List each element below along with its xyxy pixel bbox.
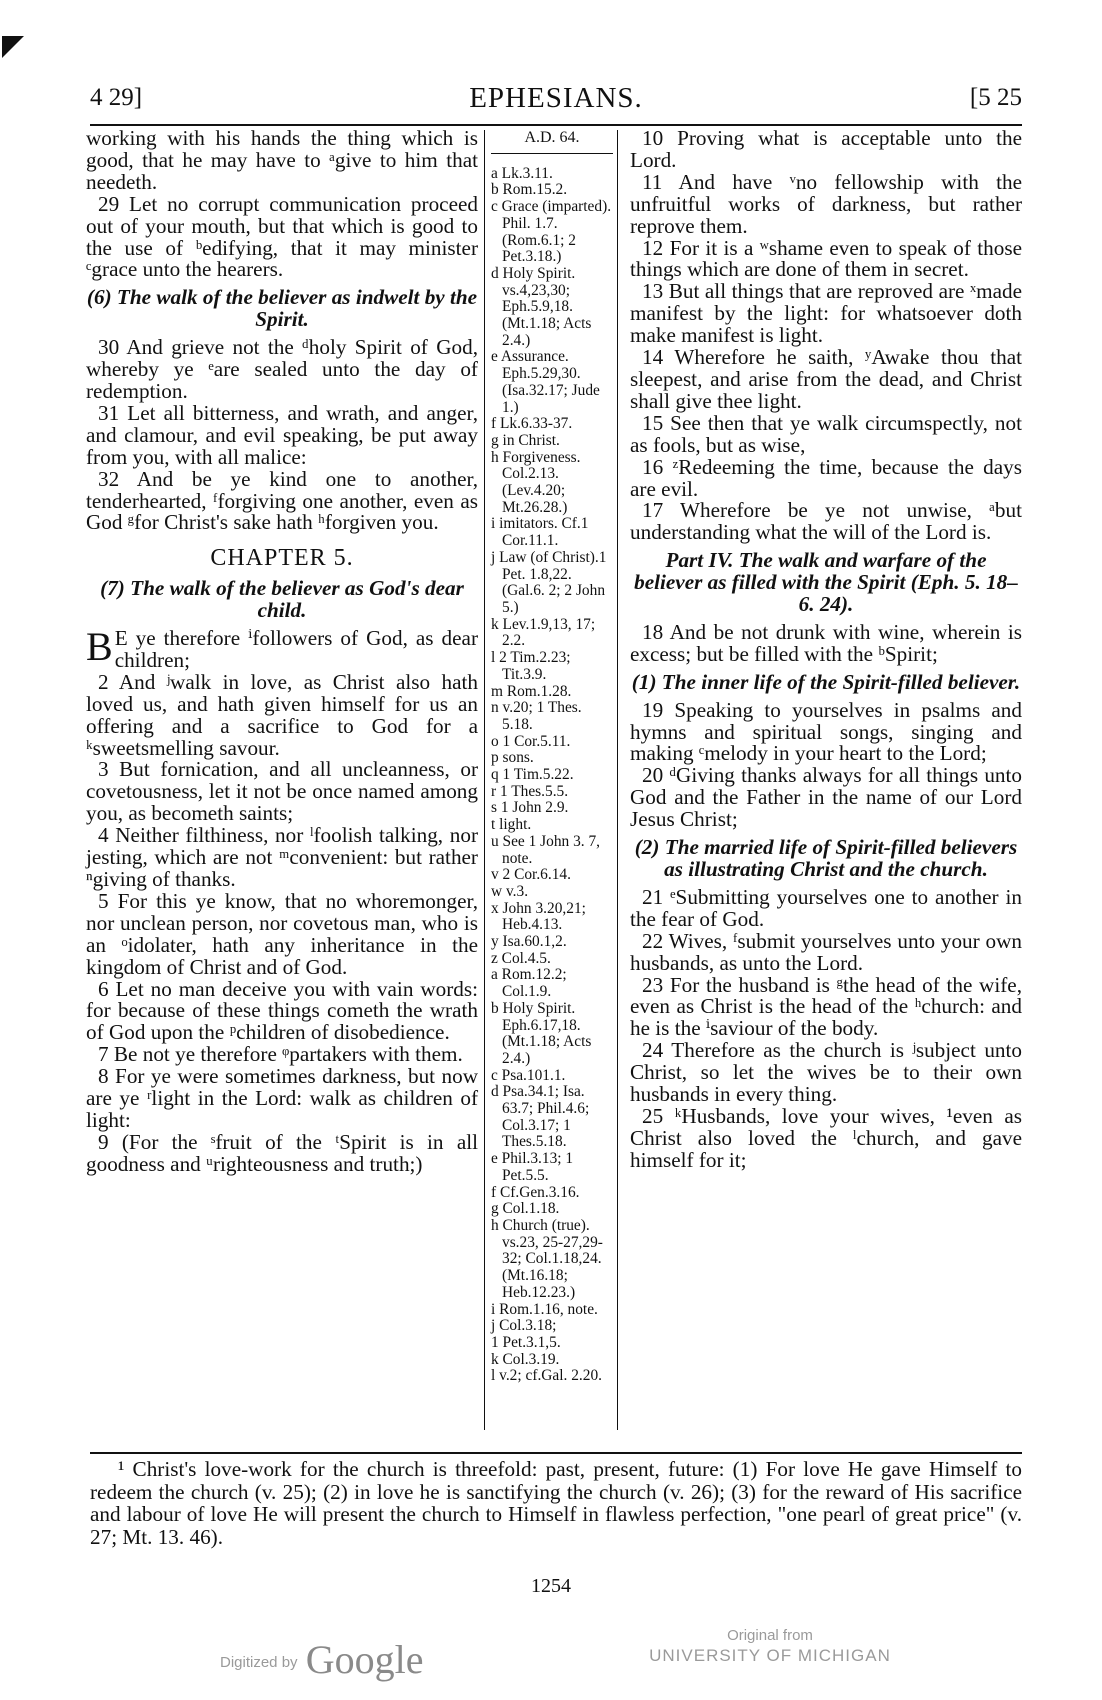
cross-reference: j Law (of Christ).1 Pet. 1.8,22. (Gal.6. 2; 2 John 5.) — [491, 548, 607, 616]
verse-paragraph: 18 And be not drunk with wine, wherein is excess; but be filled with the ᵇSpirit; — [630, 619, 1022, 666]
footnote-text: ¹ Christ's love-work for the church is threefold: past, present, future: (1) For love He gave Himself to redeem the church (v. 25); (2) in love he is sanctifying the church (v. 26); (3) for the reward of His sacrifice and labour of love He will present the church to Himself in flawless perfection, "one pearl of great price" (v. 27; Mt. 13. 46). — [90, 1457, 1022, 1549]
verse-paragraph — [86, 624, 478, 672]
cross-reference: s 1 John 2.9. — [491, 799, 569, 817]
verse-paragraph: 10 Proving what is acceptable unto the Lord. — [630, 126, 1022, 172]
cross-reference: p sons. — [491, 749, 534, 767]
chapter-heading: CHAPTER 5. — [210, 545, 354, 572]
cross-reference: d Holy Spirit. vs.4,23,30; Eph.5.9,18. (Mt.1.18; Acts 2.4.) — [491, 264, 592, 349]
verse-paragraph: 12 For it is a ʷshame even to speak of those things which are done of them in secret. — [630, 235, 1022, 282]
book-title: EPHESIANS. — [469, 82, 643, 114]
page-number: 1254 — [531, 1575, 571, 1597]
verse-paragraph: 14 Wherefore he saith, ʸAwake thou that sleepest, and arise from the dead, and Christ shall give thee light. — [630, 345, 1022, 413]
cross-reference: r 1 Thes.5.5. — [491, 782, 569, 800]
verse-paragraph: 24 Therefore as the church is ʲsubject unto Christ, so let the wives be to their own husbands in every thing. — [630, 1038, 1022, 1107]
cross-reference: l 2 Tim.2.23; Tit.3.9. — [491, 649, 571, 683]
cross-reference: q 1 Tim.5.22. — [491, 766, 574, 784]
section-heading: (6) The walk of the believer as indwelt by the Spirit. — [86, 285, 478, 332]
cross-reference: e Assurance. Eph.5.29,30. (Isa.32.17; Jude 1.) — [491, 348, 600, 416]
verse-paragraph: 30 And grieve not the ᵈholy Spirit of God, whereby ye ᵉare sealed unto the day of redemption. — [86, 335, 478, 403]
cross-reference: x John 3.20,21; Heb.4.13. — [491, 899, 586, 934]
cross-reference: c Grace (imparted). Phil. 1.7. (Rom.6.1; 2 Pet.3.18.) — [491, 198, 612, 266]
cross-reference: d Psa.34.1; Isa. 63.7; Phil.4.6; Col.3.17; 1 Thes.5.18. — [491, 1083, 590, 1151]
verse-paragraph: 8 For ye were sometimes darkness, but now are ye ʳlight in the Lord: walk as children of light: — [86, 1064, 478, 1132]
verse-paragraph: 19 Speaking to yourselves in psalms and hymns and spiritual songs, singing and making ᶜmelody in your heart to the Lord; — [630, 697, 1022, 766]
cross-reference: u See 1 John 3. 7, note. — [491, 832, 601, 867]
cross-reference: z Col.4.5. — [491, 949, 551, 967]
verse-paragraph: 31 Let all bitterness, and wrath, and anger, and clamour, and evil speaking, be put away from you, with all malice: — [86, 400, 478, 469]
left-text-column — [86, 128, 478, 1176]
cross-reference: y Isa.60.1,2. — [491, 933, 567, 951]
verse-paragraph: 20 ᵈGiving thanks always for all things unto God and the Father in the name of our Lord Jesus Christ; — [630, 763, 1022, 832]
cross-reference: j Col.3.18; — [491, 1317, 557, 1335]
google-logo: Google — [305, 1637, 424, 1682]
reference-list — [491, 166, 613, 1385]
verse-paragraph: 3 But fornication, and all uncleanness, or covetousness, let it not be once named among you, as becometh saints; — [86, 757, 478, 826]
right-text-column — [630, 128, 1022, 1172]
section-heading: Part IV. The walk and warfare of the believer as filled with the Spirit (Eph. 5. 18–6. 24). — [634, 548, 1018, 617]
header-chapter-verse-end: [5 25 — [969, 84, 1022, 111]
digitized-by-label: Digitized by — [220, 1654, 298, 1671]
cross-reference: k Col.3.19. — [491, 1350, 560, 1368]
cross-reference: v 2 Cor.6.14. — [491, 866, 571, 884]
header-chapter-verse-start: 4 29] — [90, 84, 143, 111]
verse-paragraph: 32 And be ye kind one to another, tenderhearted, ᶠforgiving one another, even as God ᵍfor Christ's sake hath ʰforgiven you. — [86, 466, 478, 535]
verse-paragraph: 13 But all things that are reproved are ˣmade manifest by the light: for whatsoever doth make manifest is light. — [630, 279, 1022, 348]
cross-reference: a Rom.12.2; Col.1.9. — [491, 966, 567, 1001]
verse-paragraph: 22 Wives, ᶠsubmit yourselves unto your own husbands, as unto the Lord. — [630, 928, 1022, 975]
verse-paragraph: 23 For the husband is ᵍthe head of the wife, even as Christ is the head of the ʰchurch: and he is the ⁱsaviour of the body. — [630, 972, 1022, 1041]
cross-reference: w v.3. — [491, 882, 529, 900]
cross-reference: h Forgiveness. Col.2.13. (Lev.4.20; Mt.26.28.) — [491, 448, 581, 516]
verse-text: E ye therefore ⁱfollowers of God, as dear children; — [114, 626, 478, 672]
verse-paragraph: 29 Let no corrupt communication proceed out of your mouth, but that which is good to the use of ᵇedifying, that it may minister ᶜgrace unto the hearers. — [86, 191, 478, 282]
verse-paragraph: 15 See then that ye walk circumspectly, not as fools, but as wise, — [630, 410, 1022, 457]
running-head — [90, 80, 1022, 120]
cross-reference: g Col.1.18. — [491, 1200, 560, 1218]
cross-reference: f Lk.6.33-37. — [491, 415, 573, 433]
cross-reference: g in Christ. — [491, 431, 560, 449]
cross-reference: k Lev.1.9,13, 17; 2.2. — [491, 615, 596, 650]
verse-paragraph: 6 Let no man deceive you with vain words: for because of these things cometh the wrath of God upon the ᵖchildren of disobedience. — [86, 976, 478, 1045]
section-heading: (1) The inner life of the Spirit-filled believer. — [631, 669, 1021, 694]
drop-cap: B — [86, 624, 113, 670]
cross-reference: c Psa.101.1. — [491, 1066, 566, 1084]
digitized-by-watermark — [220, 1636, 423, 1683]
footnote — [90, 1458, 1022, 1548]
era-label: A.D. 64. — [491, 130, 613, 154]
cross-reference: h Church (true). vs.23, 25-27,29-32; Col.1.18,24. (Mt.16.18; Heb.12.23.) — [491, 1217, 603, 1301]
cross-reference: i imitators. Cf.1 Cor.11.1. — [491, 515, 589, 550]
institution-name: UNIVERSITY OF MICHIGAN — [649, 1646, 891, 1665]
verse-paragraph: 7 Be not ye therefore ᵠpartakers with them. — [98, 1042, 463, 1067]
cross-reference: b Holy Spirit. Eph.6.17,18. (Mt.1.18; Acts 2.4.) — [491, 999, 592, 1067]
cross-reference: m Rom.1.28. — [491, 682, 572, 700]
original-from-watermark — [640, 1626, 900, 1666]
cross-reference: f Cf.Gen.3.16. — [491, 1183, 580, 1201]
cross-reference: a Lk.3.11. — [491, 164, 553, 182]
verse-paragraph: 16 ᶻRedeeming the time, because the days are evil. — [630, 454, 1022, 501]
cross-reference: e Phil.3.13; 1 Pet.5.5. — [491, 1150, 574, 1184]
cross-reference: b Rom.15.2. — [491, 181, 568, 199]
cross-reference-column — [484, 130, 618, 1430]
verse-paragraph: 5 For this ye know, that no whoremonger, nor unclean person, nor covetous man, who is an ᵒidolater, hath any inheritance in the kingdom of Christ and of God. — [86, 888, 478, 979]
verse-paragraph: 17 Wherefore be ye not unwise, ᵃbut understanding what the will of the Lord is. — [630, 498, 1022, 545]
verse-paragraph: 25 ᵏHusbands, love your wives, ¹even as Christ also loved the ˡchurch, and gave himself for it; — [630, 1103, 1022, 1172]
verse-paragraph: 11 And have ᵛno fellowship with the unfruitful works of darkness, but rather reprove them. — [630, 169, 1022, 238]
verse-paragraph: 21 ᵉSubmitting yourselves one to another in the fear of God. — [630, 884, 1022, 931]
cross-reference: t light. — [491, 816, 532, 834]
cross-reference: i Rom.1.16, note. — [491, 1300, 598, 1318]
cross-reference: l v.2; cf.Gal. 2.20. — [491, 1367, 602, 1385]
verse-paragraph: 2 And ʲwalk in love, as Christ also hath loved us, and hath given himself for us an offering and a sacrifice to God for a ᵏsweetsmelling savour. — [86, 669, 478, 760]
verse-paragraph: 9 (For the ˢfruit of the ᵗSpirit is in all goodness and ᵘrighteousness and truth;) — [86, 1129, 478, 1176]
verse-paragraph: working with his hands the thing which is good, that he may have to ᵃgive to him that needeth. — [86, 126, 478, 194]
cross-reference: 1 Pet.3.1,5. — [491, 1333, 561, 1351]
crop-mark — [2, 36, 24, 58]
section-heading: (7) The walk of the believer as God's dear child. — [100, 576, 464, 623]
cross-reference: n v.20; 1 Thes. 5.18. — [491, 699, 582, 733]
cross-reference: o 1 Cor.5.11. — [491, 732, 571, 750]
section-heading: (2) The married life of Spirit-filled believers as illustrating Christ and the church. — [634, 835, 1018, 881]
verse-paragraph: 4 Neither filthiness, nor ˡfoolish talking, nor jesting, which are not ᵐconvenient: but rather ⁿgiving of thanks. — [86, 823, 478, 891]
original-from-label: Original from — [727, 1627, 813, 1644]
footnote-rule — [90, 1452, 1022, 1454]
